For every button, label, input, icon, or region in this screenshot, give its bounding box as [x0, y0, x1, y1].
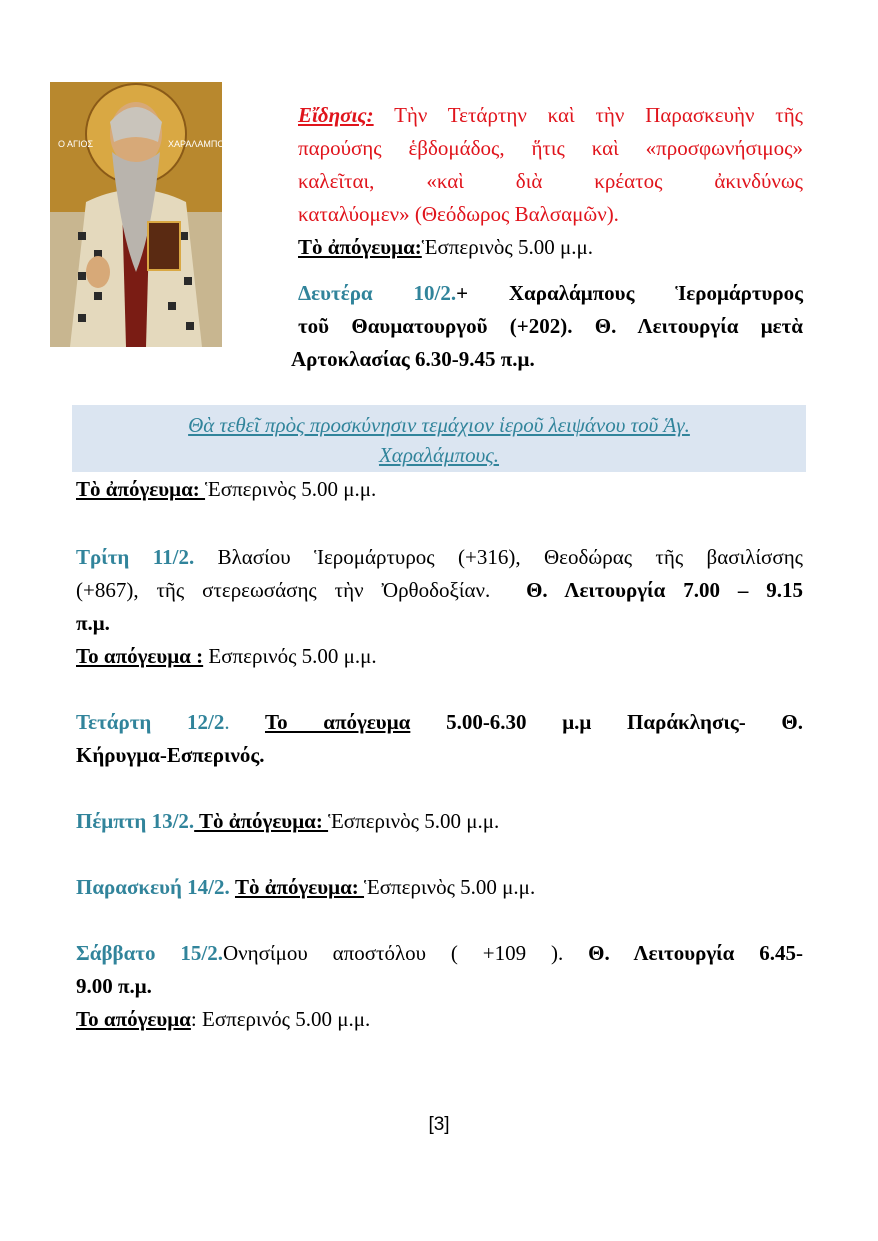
tuesday-line-3: π.μ.: [76, 611, 110, 635]
saturday-line-1: Σάββατο 15/2.Ονησίμου αποστόλου ( +109 ). Θ. Λειτουργία 6.45-: [76, 941, 804, 965]
banner-line-2: Χαραλάμπους.: [378, 443, 500, 467]
evening-label: Το απόγευμα: [264, 710, 411, 734]
news-line-1: Εἴδησις: Τὴν Τετάρτην καὶ τὴν Παρασκευὴν τῆς: [298, 103, 803, 127]
saint-icon: [50, 82, 230, 347]
news-line-4: καταλύομεν» (Θεόδωρος Βαλσαμῶν).: [298, 202, 619, 226]
monday-day: Δευτέρα 10/2.: [298, 281, 457, 305]
news-paragraph: [298, 99, 803, 264]
wednesday-line-1: Τετάρτη 12/2. Το απόγευμα 5.00-6.30 μ.μ Παράκλησις- Θ.: [76, 710, 804, 734]
tuesday-line-1: Τρίτη 11/2. Βλασίου Ἱερομάρτυρος (+316), Θεοδώρας τῆς βασιλίσσης: [76, 545, 803, 569]
wednesday-entry: [76, 706, 803, 772]
evening-label: Τὸ ἀπόγευμα:: [194, 809, 329, 833]
saturday-evening: [76, 1003, 803, 1036]
monday-line-3: Αρτοκλασίας 6.30-9.45 π.μ.: [291, 347, 535, 371]
tuesday-entry: [76, 541, 803, 673]
saturday-entry: [76, 937, 803, 1036]
evening-text: Ἑσπερινὸς 5.00 μ.μ.: [205, 477, 377, 501]
evening-text: Εσπερινός 5.00 μ.μ.: [203, 644, 377, 668]
evening-label: Τὸ ἀπόγευμα:: [76, 477, 206, 501]
monday-evening: [76, 473, 376, 506]
evening-label: Τὸ ἀπόγευμα:: [234, 875, 365, 899]
thursday-day: Πέμπτη 13/2.: [76, 809, 195, 833]
wednesday-day: Τετάρτη: [76, 710, 152, 734]
wednesday-date: 12/2: [187, 710, 225, 734]
news-line-3: καλεῖται, «καὶ διὰ κρέατος ἀκινδύνως: [298, 169, 803, 193]
friday-entry: [76, 871, 535, 904]
monday-line-2: τοῦ Θαυματουργοῦ (+202). Θ. Λειτουργία μετὰ: [298, 314, 803, 338]
news-line-2: παρούσης ἑβδομάδος, ἥτις καὶ «προσφωνήσιμος»: [298, 136, 803, 160]
monday-line-1: Δευτέρα 10/2.+ Χαραλάμπους Ἱερομάρτυρος: [298, 281, 804, 305]
relic-banner: [72, 405, 806, 472]
tuesday-line-2: (+867), τῆς στερεωσάσης τὴν Ὀρθοδοξίαν. Θ. Λειτουργία 7.00 – 9.15: [76, 578, 803, 602]
thursday-entry: [76, 805, 499, 838]
evening-text: Ἑσπερινὸς 5.00 μ.μ.: [421, 235, 593, 259]
tuesday-day: Τρίτη 11/2.: [76, 545, 195, 569]
evening-label: Το απόγευμα :: [76, 644, 204, 668]
evening-text: Ἑσπερινὸς 5.00 μ.μ.: [364, 875, 536, 899]
news-label: Εἴδησις:: [298, 103, 374, 127]
saturday-line-2: 9.00 π.μ.: [76, 974, 152, 998]
wednesday-line-2: Κήρυγμα-Εσπερινός.: [76, 743, 265, 767]
saint-icon-image: [50, 82, 230, 347]
news-evening: [298, 231, 803, 264]
evening-text: Ἑσπερινὸς 5.00 μ.μ.: [328, 809, 500, 833]
page-number: [3]: [428, 1114, 450, 1135]
icon-inscription-right: ΧΑΡΑΛΑΜΠΟΣ: [168, 139, 230, 149]
evening-label: Το απόγευμα: [76, 1007, 191, 1031]
banner-line-1: Θὰ τεθεῖ πρὸς προσκύνησιν τεμάχιον ἱεροῦ λειψάνου τοῦ Ἁγ.: [188, 413, 690, 437]
evening-label: Τὸ ἀπόγευμα:: [298, 235, 422, 259]
tuesday-evening: [76, 640, 803, 673]
monday-entry: [298, 277, 803, 343]
evening-text: : Εσπερινός 5.00 μ.μ.: [190, 1007, 371, 1031]
saturday-day: Σάββατο 15/2.: [76, 941, 223, 965]
icon-inscription-left: Ο ΑΓΙΟΣ: [58, 139, 94, 149]
friday-day: Παρασκευή 14/2.: [76, 875, 230, 899]
